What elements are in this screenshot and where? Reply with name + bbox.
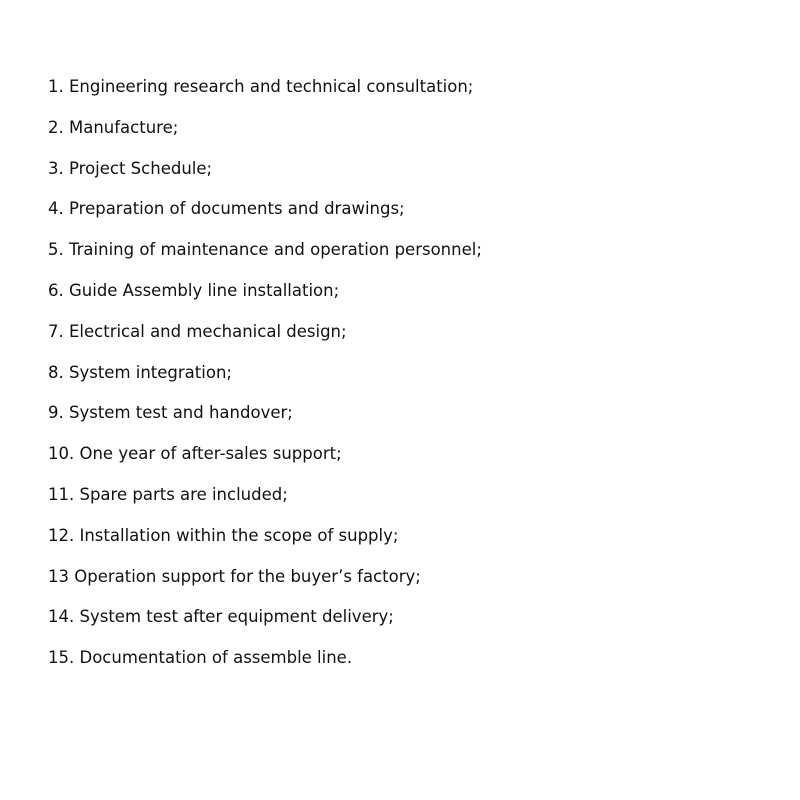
list-item: 1. Engineering research and technical consultation; xyxy=(48,77,474,96)
list-item: 14. System test after equipment delivery; xyxy=(48,607,394,627)
list-item: 11. Spare parts are included; xyxy=(48,484,288,504)
list-item: 8. System integration; xyxy=(48,362,232,382)
list-item: 10. One year of after-sales support; xyxy=(48,444,342,464)
list-item: 2. Manufacture; xyxy=(48,117,179,137)
list-item: 15. Documentation of assemble line. xyxy=(48,648,353,668)
list-item: 3. Project Schedule; xyxy=(48,158,213,178)
list-item: 13 Operation support for the buyer’s factory; xyxy=(48,566,421,586)
list-item: 12. Installation within the scope of supply; xyxy=(48,525,399,545)
list-item: 6. Guide Assembly line installation; xyxy=(48,280,340,300)
scope-of-supply-list xyxy=(48,77,482,689)
list-item: 7. Electrical and mechanical design; xyxy=(48,321,347,341)
list-item: 5. Training of maintenance and operation personnel; xyxy=(48,240,482,260)
list-item: 4. Preparation of documents and drawings; xyxy=(48,199,405,219)
list-item: 9. System test and handover; xyxy=(48,403,293,423)
